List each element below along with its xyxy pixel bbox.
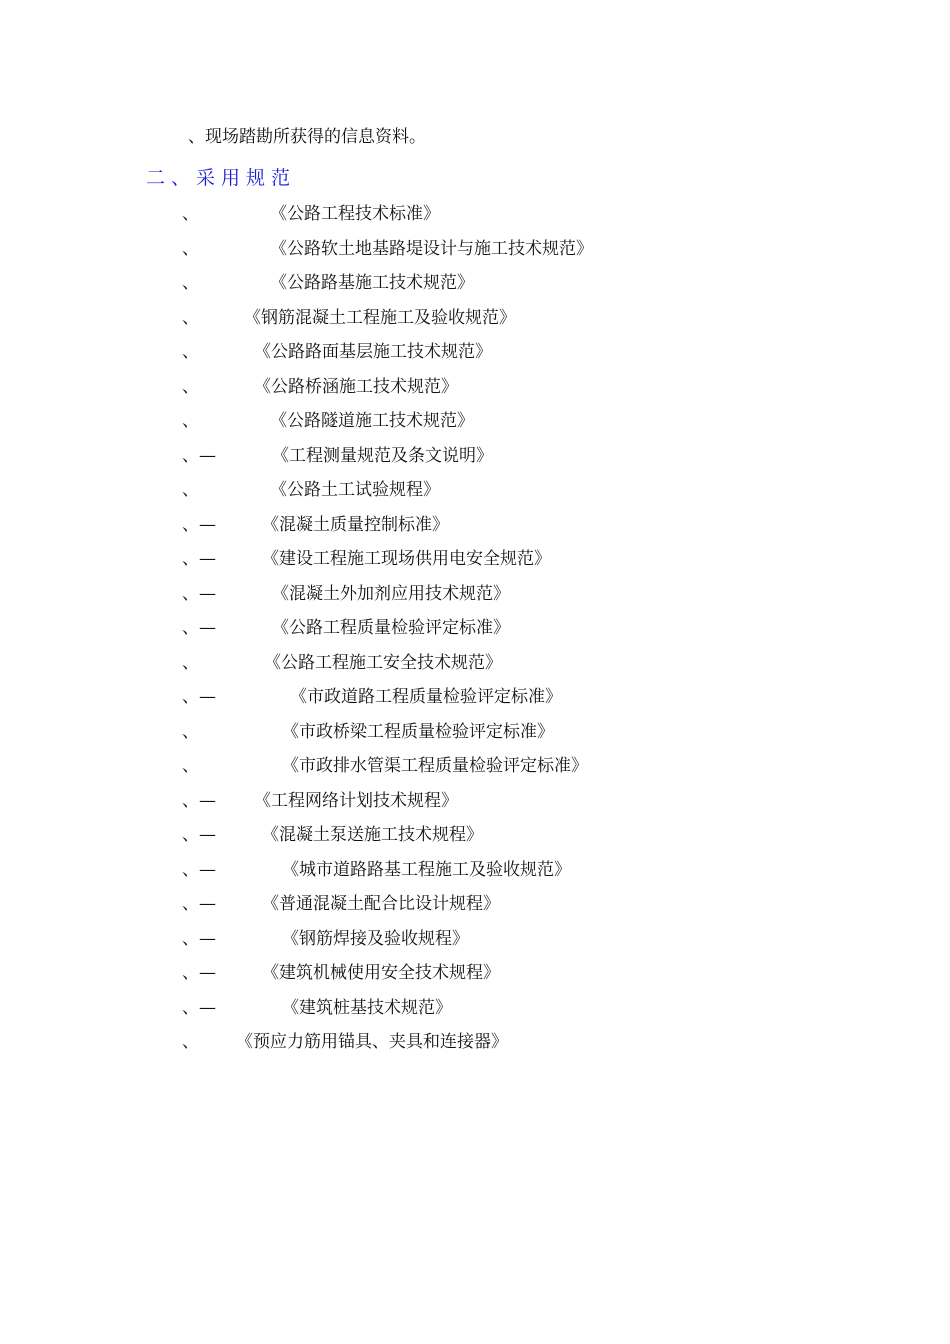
list-item-prefix: 、— xyxy=(182,446,216,466)
list-item-title: 《工程测量规范及条文说明》 xyxy=(272,446,493,466)
list-item-prefix: 、 xyxy=(182,756,199,776)
list-item-title: 《城市道路路基工程施工及验收规范》 xyxy=(282,860,571,880)
list-item-title: 《公路土工试验规程》 xyxy=(270,480,440,500)
list-item-title: 《市政道路工程质量检验评定标准》 xyxy=(290,687,562,707)
list-item-prefix: 、 xyxy=(182,239,199,259)
list-item-title: 《预应力筋用锚具、夹具和连接器》 xyxy=(236,1032,508,1052)
list-item-title: 《混凝土质量控制标准》 xyxy=(262,515,449,535)
list-item-title: 《公路工程质量检验评定标准》 xyxy=(272,618,510,638)
list-item-prefix: 、 xyxy=(182,411,199,431)
list-item-prefix: 、— xyxy=(182,618,216,638)
list-item-title: 《钢筋混凝土工程施工及验收规范》 xyxy=(244,308,516,328)
list-item-title: 《公路隧道施工技术规范》 xyxy=(270,411,474,431)
list-item-title: 《公路软土地基路堤设计与施工技术规范》 xyxy=(270,239,593,259)
list-item-prefix: 、 xyxy=(182,480,199,500)
list-item-prefix: 、— xyxy=(182,963,216,983)
list-item-title: 《建筑桩基技术规范》 xyxy=(282,998,452,1018)
list-item-prefix: 、— xyxy=(182,549,216,569)
list-item-prefix: 、— xyxy=(182,515,216,535)
list-item-prefix: 、— xyxy=(182,584,216,604)
list-item-title: 《普通混凝土配合比设计规程》 xyxy=(262,894,500,914)
list-item-prefix: 、 xyxy=(182,653,199,673)
list-item-prefix: 、— xyxy=(182,929,216,949)
list-item-prefix: 、— xyxy=(182,825,216,845)
list-item-title: 《建筑机械使用安全技术规程》 xyxy=(262,963,500,983)
list-item-prefix: 、— xyxy=(182,687,216,707)
list-item-prefix: 、 xyxy=(182,308,199,328)
list-item-title: 《混凝土泵送施工技术规程》 xyxy=(262,825,483,845)
list-item-prefix: 、— xyxy=(182,998,216,1018)
list-item-prefix: 、 xyxy=(182,722,199,742)
list-item-title: 《工程网络计划技术规程》 xyxy=(254,791,458,811)
list-item-prefix: 、— xyxy=(182,860,216,880)
intro-line: 、现场踏勘所获得的信息资料。 xyxy=(188,127,426,147)
list-item-title: 《公路工程技术标准》 xyxy=(270,204,440,224)
list-item-title: 《公路桥涵施工技术规范》 xyxy=(254,377,458,397)
list-item-prefix: 、— xyxy=(182,791,216,811)
list-item-title: 《市政排水管渠工程质量检验评定标准》 xyxy=(282,756,588,776)
list-item-title: 《公路路面基层施工技术规范》 xyxy=(254,342,492,362)
list-item-title: 《市政桥梁工程质量检验评定标准》 xyxy=(282,722,554,742)
list-item-title: 《建设工程施工现场供用电安全规范》 xyxy=(262,549,551,569)
list-item-title: 《公路路基施工技术规范》 xyxy=(270,273,474,293)
list-item-prefix: 、 xyxy=(182,377,199,397)
list-item-prefix: 、 xyxy=(182,1032,199,1052)
list-item-prefix: 、 xyxy=(182,204,199,224)
list-item-title: 《公路工程施工安全技术规范》 xyxy=(264,653,502,673)
list-item-prefix: 、 xyxy=(182,273,199,293)
list-item-title: 《钢筋焊接及验收规程》 xyxy=(282,929,469,949)
list-item-prefix: 、 xyxy=(182,342,199,362)
section-heading: 二、采用规范 xyxy=(146,167,297,189)
list-item-prefix: 、— xyxy=(182,894,216,914)
list-item-title: 《混凝土外加剂应用技术规范》 xyxy=(272,584,510,604)
